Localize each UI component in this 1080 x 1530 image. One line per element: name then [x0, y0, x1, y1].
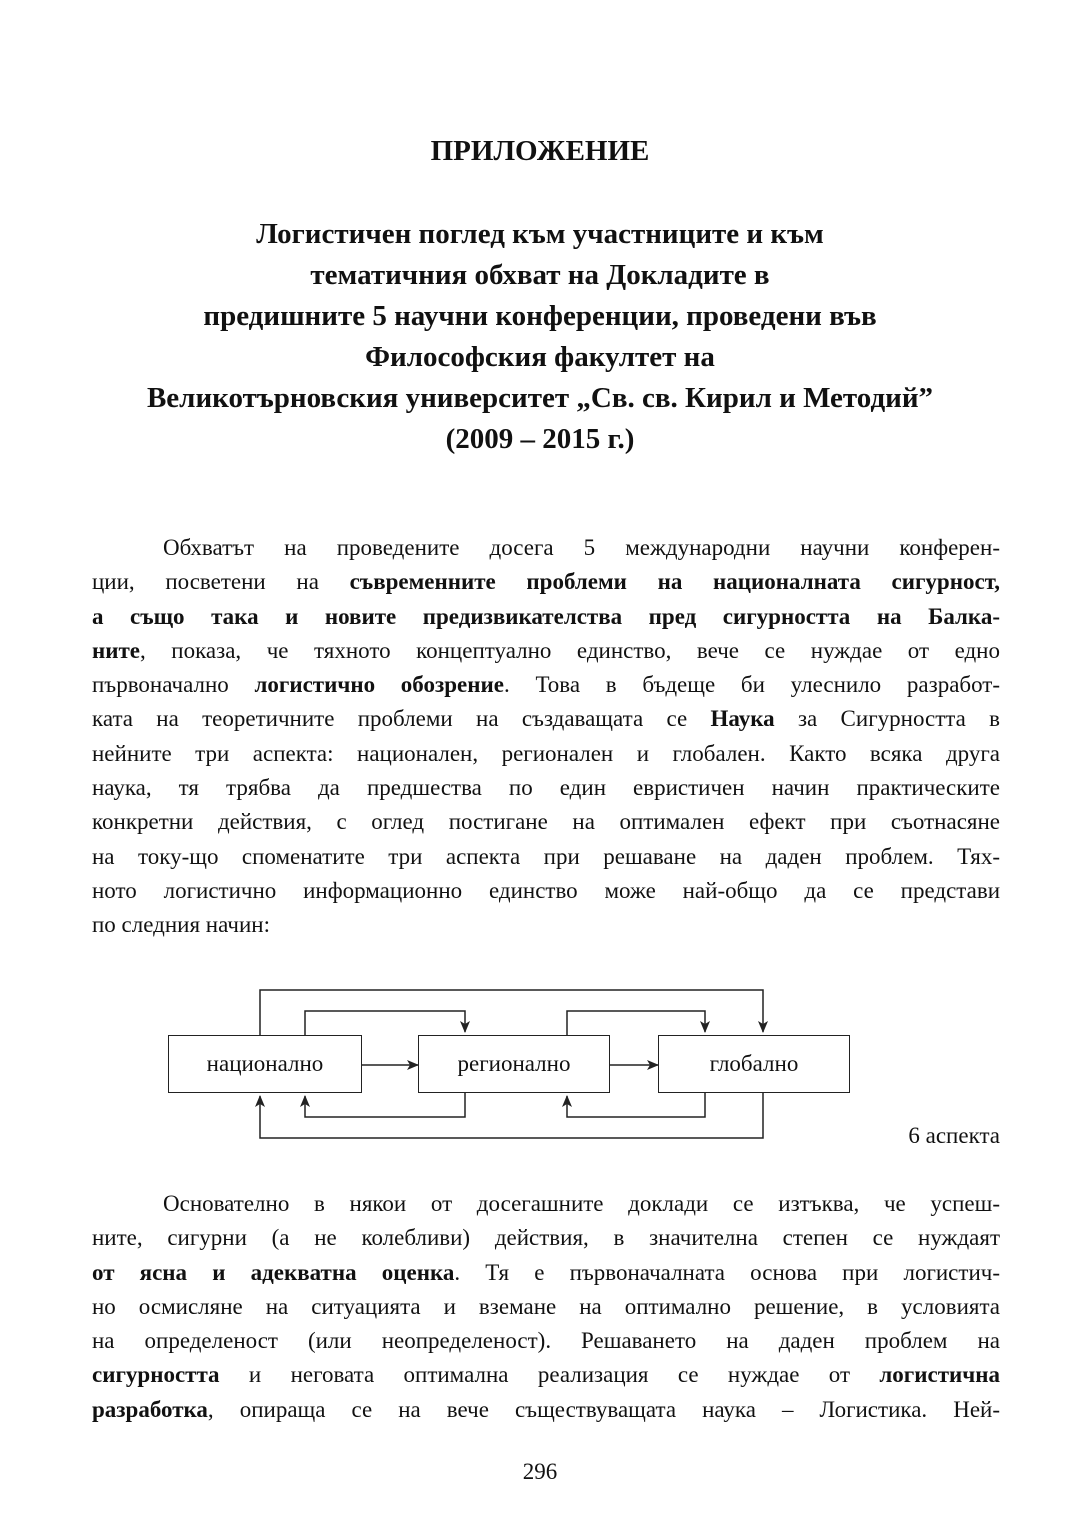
text-line: но осмисляне на ситуацията и вземане на оптимално решение, в условията: [92, 1293, 1000, 1319]
title-line: Логистичен поглед към участниците и към: [256, 218, 824, 250]
text-line: ните, показа, че тяхното концептуално единство, вече се нуждае от едно: [92, 637, 1000, 663]
text-line: първоначално логистично обозрение. Това в бъдеще би улеснило разработ-: [92, 672, 1001, 698]
arrow-regional-to-global-top: [567, 1011, 705, 1035]
text-line: Основателно в някои от досегашните доклади се изтъква, че успеш-: [163, 1191, 1000, 1216]
text-line: ции, посветени на съвременните проблеми на националната сигурност,: [92, 569, 1000, 595]
text-line: Обхватът на проведените досега 5 международни научни конферен-: [163, 535, 1000, 560]
text-line: от ясна и адекватна оценка. Тя е първоначалната основа при логистич-: [92, 1259, 1000, 1285]
arrow-regional-to-national: [305, 1093, 465, 1117]
arrow-global-to-regional: [567, 1093, 705, 1117]
text-line: а също така и новите предизвикателства пред сигурността на Балка-: [92, 603, 1000, 629]
text-line: ното логистично информационно единство може най-общо да се представи: [92, 877, 1000, 903]
box-national: национално: [168, 1035, 362, 1093]
emphasis: ните: [92, 637, 141, 663]
arrow-national-to-regional-top: [305, 1011, 465, 1035]
arrow-global-to-national: [260, 1093, 763, 1138]
text-line: конкретни действия, с оглед постигане на оптимален ефект при съотнасяне: [92, 809, 1000, 835]
aspects-diagram: [0, 975, 1080, 1145]
emphasis: от ясна и адекватна оценка: [92, 1259, 455, 1285]
title-line: (2009 – 2015 г.): [445, 423, 635, 455]
text-line: на току-що споменатите три аспекта при решаване на даден проблем. Тях-: [92, 843, 1000, 869]
paragraph-2: [92, 1187, 1000, 1427]
title-line: тематичния обхват на Докладите в: [310, 259, 770, 291]
page-number: 296: [522, 1459, 558, 1484]
title-line: Философския факултет на: [365, 341, 715, 373]
text-line: наука, тя трябва да предшества по един евристичен начин практическите: [92, 775, 1000, 801]
text-line: сигурността и неговата оптимална реализация се нуждае от логистична: [92, 1362, 1000, 1388]
paragraph-1: [92, 531, 1000, 943]
emphasis: сигурността: [92, 1362, 220, 1388]
title-line: Великотърновския университет „Св. св. Кирил и Методий”: [146, 382, 934, 414]
emphasis: логистично обозрение: [254, 672, 504, 698]
text-line: по следния начин:: [92, 912, 270, 938]
emphasis: Наука: [710, 706, 775, 732]
diagram-caption: 6 аспекта: [908, 1123, 1000, 1148]
section-heading: ПРИЛОЖЕНИЕ: [430, 135, 650, 167]
text-line: нейните три аспекта: национален, регионален и глобален. Както всяка друга: [92, 740, 1000, 766]
arrow-national-to-global: [260, 990, 763, 1035]
text-line: разработка, опираща се на вече съществуващата наука – Логистика. Ней-: [92, 1396, 1000, 1422]
box-global: глобално: [658, 1035, 850, 1093]
emphasis: съвременните проблеми на националната сигурност,: [349, 569, 1000, 595]
text-line: ката на теоретичните проблеми на създаващата се Наука за Сигурността в: [92, 706, 1000, 732]
emphasis: разработка: [92, 1396, 208, 1422]
text-line: на определеност (или неопределеност). Решаването на даден проблем на: [92, 1328, 1000, 1354]
document-title: [60, 214, 1020, 460]
emphasis: логистична: [879, 1362, 1000, 1388]
box-regional: регионално: [418, 1035, 610, 1093]
title-line: предишните 5 научни конференции, проведени във: [203, 300, 877, 332]
text-line: ните, сигурни (а не колебливи) действия, в значителна степен се нуждаят: [92, 1225, 1000, 1251]
